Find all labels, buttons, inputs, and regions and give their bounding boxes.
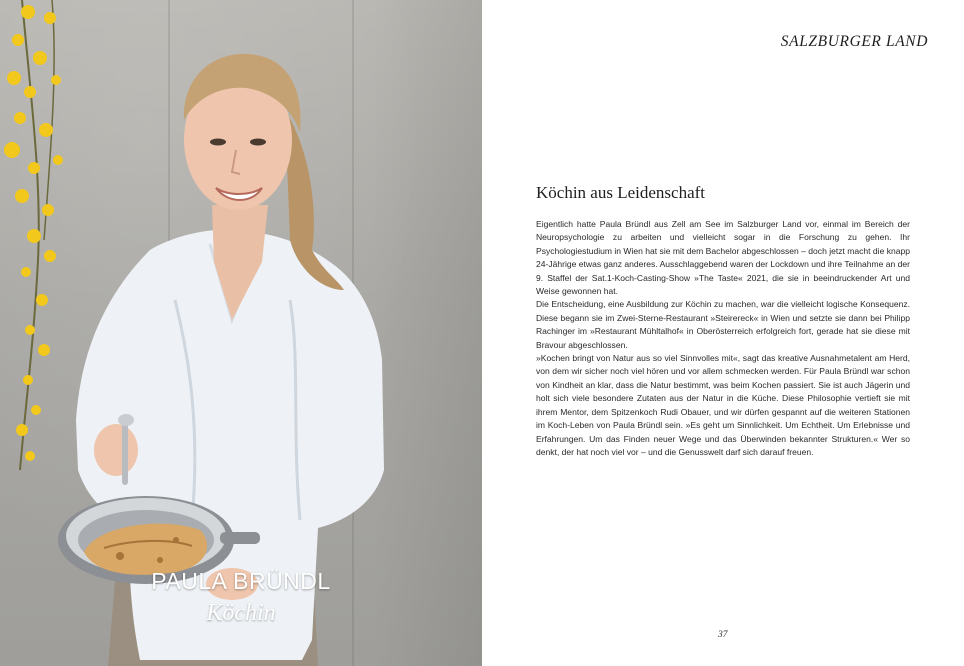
- article-body: [536, 218, 910, 459]
- text-page: [482, 0, 964, 666]
- hand-left: [94, 424, 138, 476]
- paragraph: Die Entscheidung, eine Ausbildung zur Köchin zu machen, war die vielleicht logische Konsequenz. Diese begann sie im Zwei-Sterne-Restaurant »Steirereck« in Wien und setzte sie dann bei Philipp Rachinger im »Restaurant Mühltalhof« in Oberösterreich erfolgreich fort, gerade hat sie diese mit Bravour abgeschlossen.: [536, 299, 910, 350]
- article-title: Köchin aus Leidenschaft: [536, 183, 705, 202]
- paragraph: Eigentlich hatte Paula Bründl aus Zell am See im Salzburger Land vor, einmal im Bereich der Neuropsychologie zu arbeiten und vielleicht sogar in die Forschung zu gehen. Ihr Psychologiestudium in Wien hat sie mit dem Bachelor abgeschlossen – doch jetzt macht die knapp 24-Jährige etwas ganz anderes. Ausschlaggebend waren der Lockdown und ihre Teilnahme an der 9. Staffel der Sat.1-Koch-Casting-Show »The Taste« 2021, die sie in beeindruckender Art und Weise gewonnen hat.: [536, 219, 910, 297]
- forsythia-branch: [4, 0, 63, 470]
- running-head: SALZBURGER LAND: [780, 33, 928, 50]
- page-number: 37: [718, 630, 728, 640]
- paragraph: »Kochen bringt von Natur aus so viel Sinnvolles mit«, sagt das kreative Ausnahmetalent am Herd, von dem wir sicher noch viel hören und vor allem schmecken werden. Für Paula Bründl war schon von Kindheit an klar, dass die Natur bestimmt, was beim Kochen passiert. Sie ist auch Jägerin und holt sich viele besondere Zutaten aus der Natur in die Küche. Diese Philosophie vertieft sie mit ihrem Mentor, dem Spitzenkoch Rudi Obauer, und wir dürfen gespannt auf die weiteren Stationen im Koch-Leben von Paula Bründl sein. »Es geht um Sinnlichkeit. Um Echtheit. Um Erlebnisse und Erfahrungen. Um das Finden neuer Wege und das Überwinden bekannter Strukturen.« Wer so denkt, der hat noch viel vor – und die Genusswelt darf sich darauf freuen.: [536, 353, 910, 457]
- caption-name: PAULA BRÜNDL: [151, 568, 331, 594]
- caption-role: Köchin: [206, 600, 276, 626]
